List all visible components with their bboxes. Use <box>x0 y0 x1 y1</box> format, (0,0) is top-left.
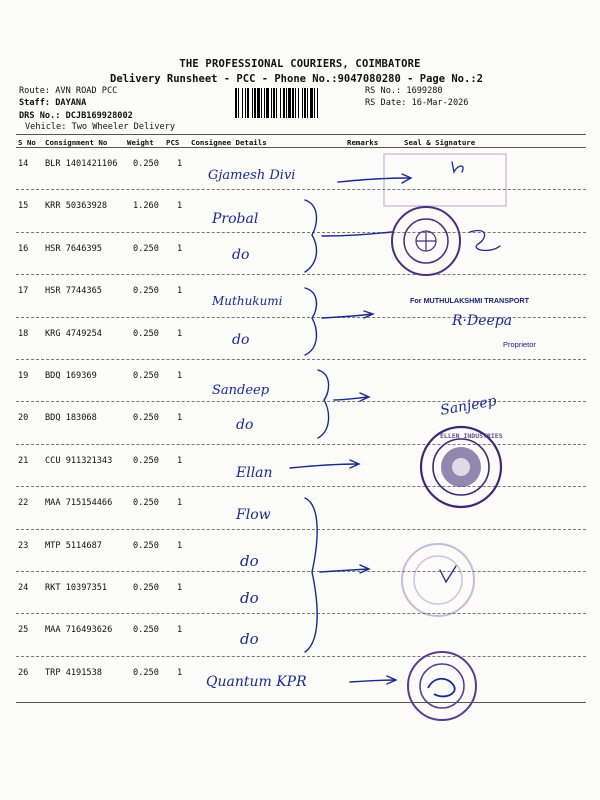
brace-icon <box>305 498 317 652</box>
cell-sno: 15 <box>18 201 29 212</box>
handwritten-ditto: do <box>240 552 259 570</box>
company-title: THE PROFESSIONAL COURIERS, COIMBATORE <box>179 58 421 70</box>
cell-sno: 16 <box>18 243 29 254</box>
handwritten-name: Probal <box>212 211 259 227</box>
cell-sno: 26 <box>18 667 29 678</box>
cell-weight: 0.250 <box>133 625 159 636</box>
rs-number: RS No.: 1699280 <box>365 86 443 96</box>
col-seal: Seal & Signature <box>404 138 476 147</box>
cell-consignment: HSR 7646395 <box>45 243 102 254</box>
cell-pcs: 1 <box>177 243 183 254</box>
cell-consignment: BDQ 169369 <box>45 371 97 381</box>
handwritten-ditto: do <box>240 589 259 607</box>
cell-sno: 19 <box>18 371 29 381</box>
brace-icon <box>318 370 329 438</box>
route-label: Route: AVN ROAD PCC <box>19 86 118 96</box>
handwritten-name: Ellan <box>236 465 273 481</box>
cell-consignment: KRG 4749254 <box>45 328 102 339</box>
cell-sno: 21 <box>18 455 29 466</box>
transport-stamp-title: For MUTHULAKSHMI TRANSPORT <box>410 296 529 305</box>
cell-consignment: CCU 911321343 <box>45 455 113 466</box>
col-consignment: Consignment No <box>45 138 108 147</box>
cell-consignment: MTP 5114687 <box>45 540 102 551</box>
table-bottom-rule <box>16 702 586 703</box>
cell-consignment: MAA 716493626 <box>45 625 113 636</box>
handwritten-ditto: do <box>236 417 254 433</box>
staff-label: Staff: DAYANA <box>19 98 87 108</box>
cell-sno: 23 <box>18 540 29 551</box>
runsheet-subtitle: Delivery Runsheet - PCC - Phone No.:9047080280 - Page No.:2 <box>110 73 483 85</box>
cell-sno: 18 <box>18 328 29 339</box>
cell-sno: 14 <box>18 159 29 169</box>
cell-pcs: 1 <box>177 159 183 169</box>
cell-pcs: 1 <box>177 498 183 509</box>
arrow-icon <box>320 569 368 572</box>
cell-pcs: 1 <box>177 455 183 466</box>
col-pcs: PCS <box>166 138 180 147</box>
arrow-icon <box>290 464 358 468</box>
cell-consignment: HSR 7744365 <box>45 286 102 297</box>
col-consignee: Consignee Details <box>191 138 267 147</box>
cell-weight: 0.250 <box>133 243 159 254</box>
cell-consignment: BDQ 183068 <box>45 413 97 424</box>
cell-pcs: 1 <box>177 583 183 593</box>
handwritten-name: Sandeep <box>212 383 270 398</box>
handwritten-name: Muthukumi <box>212 294 283 308</box>
cell-sno: 20 <box>18 413 29 424</box>
cell-pcs: 1 <box>177 328 183 339</box>
cell-sno: 25 <box>18 625 29 636</box>
cell-sno: 22 <box>18 498 29 509</box>
cell-weight: 0.250 <box>133 413 159 424</box>
round-seal-stamp <box>388 203 464 283</box>
handwritten-name: Quantum KPR <box>206 674 307 690</box>
handwritten-ditto: do <box>240 630 259 648</box>
cell-weight: 1.260 <box>133 201 159 212</box>
cell-consignment: BLR 1401421106 <box>45 159 118 169</box>
cell-weight: 0.250 <box>133 159 159 169</box>
signature-row-20: Sanjeep <box>439 393 498 419</box>
ellen-seal-text: ELLEN INDUSTRIES <box>440 432 503 440</box>
rs-date: RS Date: 16-Mar-2026 <box>365 98 469 108</box>
cell-weight: 0.250 <box>133 583 159 593</box>
cell-pcs: 1 <box>177 201 183 212</box>
brace-icon <box>305 288 316 355</box>
cell-consignment: TRP 4191538 <box>45 667 102 678</box>
stamp-signature: R·Deepa <box>452 313 513 329</box>
cell-weight: 0.250 <box>133 286 159 297</box>
drs-label: DRS No.: DCJB169928002 <box>19 111 133 121</box>
cell-weight: 0.250 <box>133 540 159 551</box>
cell-pcs: 1 <box>177 625 183 636</box>
cell-pcs: 1 <box>177 667 183 678</box>
handwritten-name: Gjamesh Divi <box>208 168 296 183</box>
cell-consignment: MAA 715154466 <box>45 498 113 509</box>
col-weight: Weight <box>127 138 154 147</box>
cell-weight: 0.250 <box>133 371 159 381</box>
cell-sno: 24 <box>18 583 29 593</box>
cell-weight: 0.250 <box>133 328 159 339</box>
transport-stamp-proprietor: Proprietor <box>503 340 536 349</box>
arrow-icon <box>350 680 395 682</box>
handwritten-name: Flow <box>236 507 271 523</box>
signature-mark <box>470 231 500 251</box>
arrow-icon <box>322 232 392 236</box>
cell-consignment: KRR 50363928 <box>45 201 108 212</box>
cell-pcs: 1 <box>177 371 183 381</box>
col-remarks: Remarks <box>347 138 379 147</box>
col-sno: S No <box>18 138 36 147</box>
cell-pcs: 1 <box>177 413 183 424</box>
kpr-round-stamp <box>404 648 480 728</box>
cell-consignment: RKT 10397351 <box>45 583 108 593</box>
handwritten-ditto: do <box>232 247 250 263</box>
cell-weight: 0.250 <box>133 498 159 509</box>
cell-pcs: 1 <box>177 540 183 551</box>
handwritten-ditto: do <box>232 332 250 348</box>
cell-sno: 17 <box>18 286 29 297</box>
cell-pcs: 1 <box>177 286 183 297</box>
cell-weight: 0.250 <box>133 455 159 466</box>
vehicle-label: Vehicle: Two Wheeler Delivery <box>25 122 176 132</box>
cell-weight: 0.250 <box>133 667 159 678</box>
faint-round-stamp <box>398 540 478 624</box>
brace-icon <box>305 200 316 272</box>
